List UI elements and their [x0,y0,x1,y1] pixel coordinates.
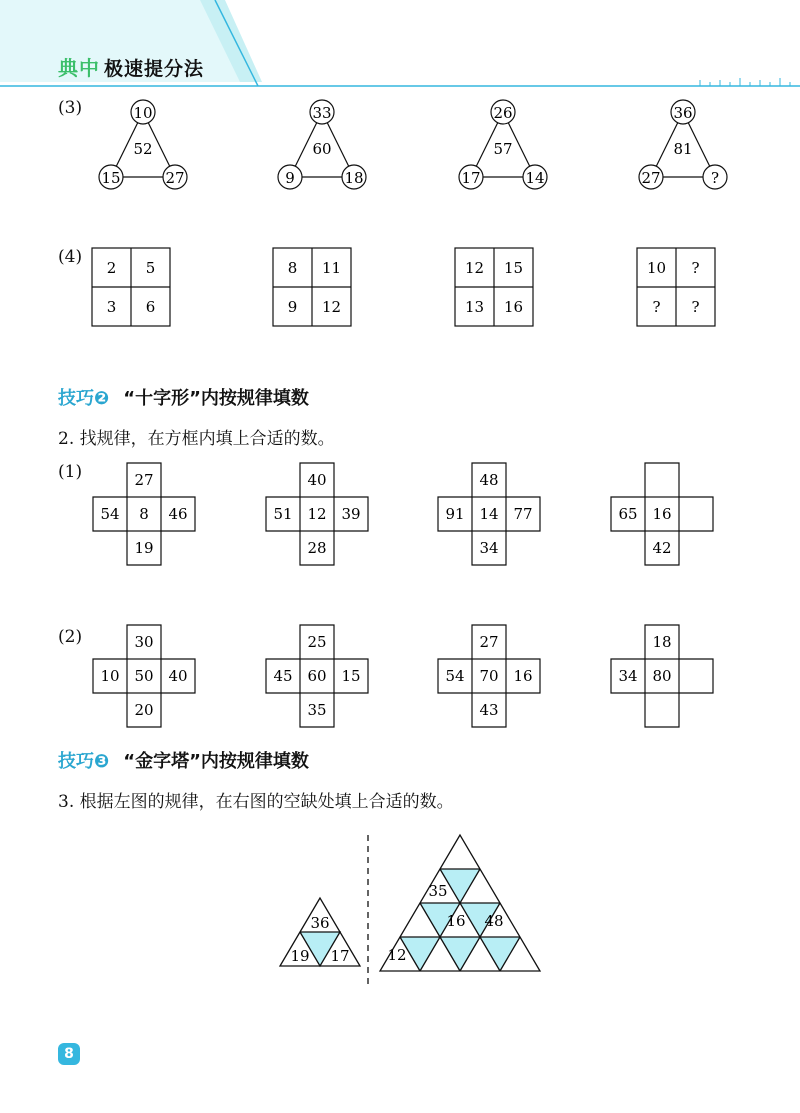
svg-text:48: 48 [479,471,499,489]
grid-cell: 8 [287,259,298,277]
section2-heading [58,384,309,410]
tri-center: 60 [312,140,332,158]
cross-puzzle [93,625,195,727]
cross-puzzle [438,463,540,565]
cross-puzzle [611,463,713,565]
section3-heading [58,747,309,773]
svg-text:27: 27 [134,471,154,489]
header-brand [58,52,204,81]
pyramid-small-right: 17 [330,947,350,965]
tri-top: 10 [133,104,153,122]
svg-text:28: 28 [307,539,327,557]
svg-text:16: 16 [652,505,672,523]
grid-cell: ? [691,298,700,316]
svg-text:43: 43 [479,701,499,719]
section2-skill: 技巧❷ [58,388,110,409]
grid-cell: 12 [321,298,342,316]
svg-text:34: 34 [479,539,499,557]
pyramid-small-left: 19 [290,947,310,965]
svg-text:20: 20 [134,701,154,719]
svg-text:8: 8 [139,505,149,523]
grid-cell: 5 [145,259,156,277]
question-2: 2. 找规律，在方框内填上合适的数。 [58,429,335,449]
cross-puzzles-1 [0,460,800,570]
grid-cell: 15 [503,259,524,277]
cross-puzzle [266,625,368,727]
svg-text:77: 77 [513,505,533,523]
triangle-puzzle-2 [278,100,366,189]
grid-puzzles [0,245,800,330]
grid-cell: 6 [145,298,156,316]
svg-text:18: 18 [652,633,672,651]
cross-puzzle [438,625,540,727]
brand-title: 极速提分法 [104,58,205,80]
grid-cell: 11 [321,259,342,277]
svg-text:40: 40 [168,667,188,685]
svg-text:54: 54 [445,667,465,685]
tri-center: 52 [133,140,153,158]
brand-tag: 典中 [58,56,100,80]
pyramid-big-48: 48 [484,912,504,930]
svg-text:42: 42 [652,539,672,557]
tri-left: 15 [101,169,121,187]
tri-left: 17 [461,169,481,187]
grid-cell: 9 [287,298,298,316]
tri-top: 26 [493,104,513,122]
grid-puzzle-1 [92,248,170,326]
section2-title: “十字形”内按规律填数 [123,388,309,409]
pyramid-big-16: 16 [446,912,466,930]
cross-puzzle [93,463,195,565]
grid-cell: ? [652,298,661,316]
svg-text:12: 12 [307,505,327,523]
grid-cell: 10 [646,259,667,277]
svg-text:27: 27 [479,633,499,651]
svg-text:65: 65 [618,505,638,523]
cross-puzzles-2 [0,622,800,732]
grid-puzzle-3 [455,248,533,326]
tri-left: 9 [285,169,295,187]
part4-label: (4) [58,247,83,267]
svg-text:34: 34 [618,667,638,685]
part3-label: (3) [58,98,83,118]
tri-right: 27 [165,169,185,187]
svg-text:30: 30 [134,633,154,651]
tri-right: 18 [344,169,364,187]
triangle-puzzles [0,95,800,195]
svg-text:51: 51 [273,505,293,523]
svg-text:39: 39 [341,505,361,523]
svg-text:50: 50 [134,667,154,685]
svg-text:19: 19 [134,539,154,557]
svg-text:14: 14 [479,505,499,523]
svg-text:35: 35 [307,701,327,719]
section3-title: “金字塔”内按规律填数 [123,751,309,772]
svg-text:60: 60 [307,667,327,685]
svg-text:46: 46 [168,505,188,523]
grid-cell: 3 [106,298,117,316]
grid-cell: 12 [464,259,485,277]
cross2-label: (2) [58,627,83,647]
tri-right: 14 [525,169,545,187]
pyramid-figures [0,825,800,995]
svg-text:54: 54 [100,505,120,523]
tri-center: 81 [673,140,693,158]
grid-cell: ? [691,259,700,277]
triangle-puzzle-4 [639,100,727,189]
tri-top: 36 [673,104,693,122]
svg-text:45: 45 [273,667,293,685]
question-3: 3. 根据左图的规律，在右图的空缺处填上合适的数。 [58,792,454,812]
svg-text:80: 80 [652,667,672,685]
svg-text:40: 40 [307,471,327,489]
grid-cell: 2 [106,259,117,277]
grid-puzzle-4 [637,248,715,326]
svg-text:16: 16 [513,667,533,685]
grid-puzzle-2 [273,248,351,326]
tri-left: 27 [641,169,661,187]
tri-right: ? [710,169,720,187]
grid-cell: 16 [503,298,524,316]
triangle-puzzle-1 [99,100,187,189]
cross-puzzle [266,463,368,565]
cross-puzzle [611,625,713,727]
svg-text:91: 91 [445,505,465,523]
pyramid-small [280,898,360,966]
pyramid-big-35: 35 [428,882,448,900]
pyramid-big [380,835,540,971]
grid-cell: 13 [464,298,485,316]
page-number: 8 [58,1043,80,1065]
pyramid-small-top: 36 [310,914,330,932]
tri-top: 33 [312,104,332,122]
section3-skill: 技巧❸ [58,751,110,772]
svg-text:15: 15 [341,667,361,685]
svg-text:25: 25 [307,633,327,651]
tri-center: 57 [493,140,513,158]
triangle-puzzle-3 [459,100,547,189]
pyramid-big-12: 12 [387,946,407,964]
svg-text:10: 10 [100,667,120,685]
cross1-label: (1) [58,462,83,482]
svg-text:70: 70 [479,667,499,685]
